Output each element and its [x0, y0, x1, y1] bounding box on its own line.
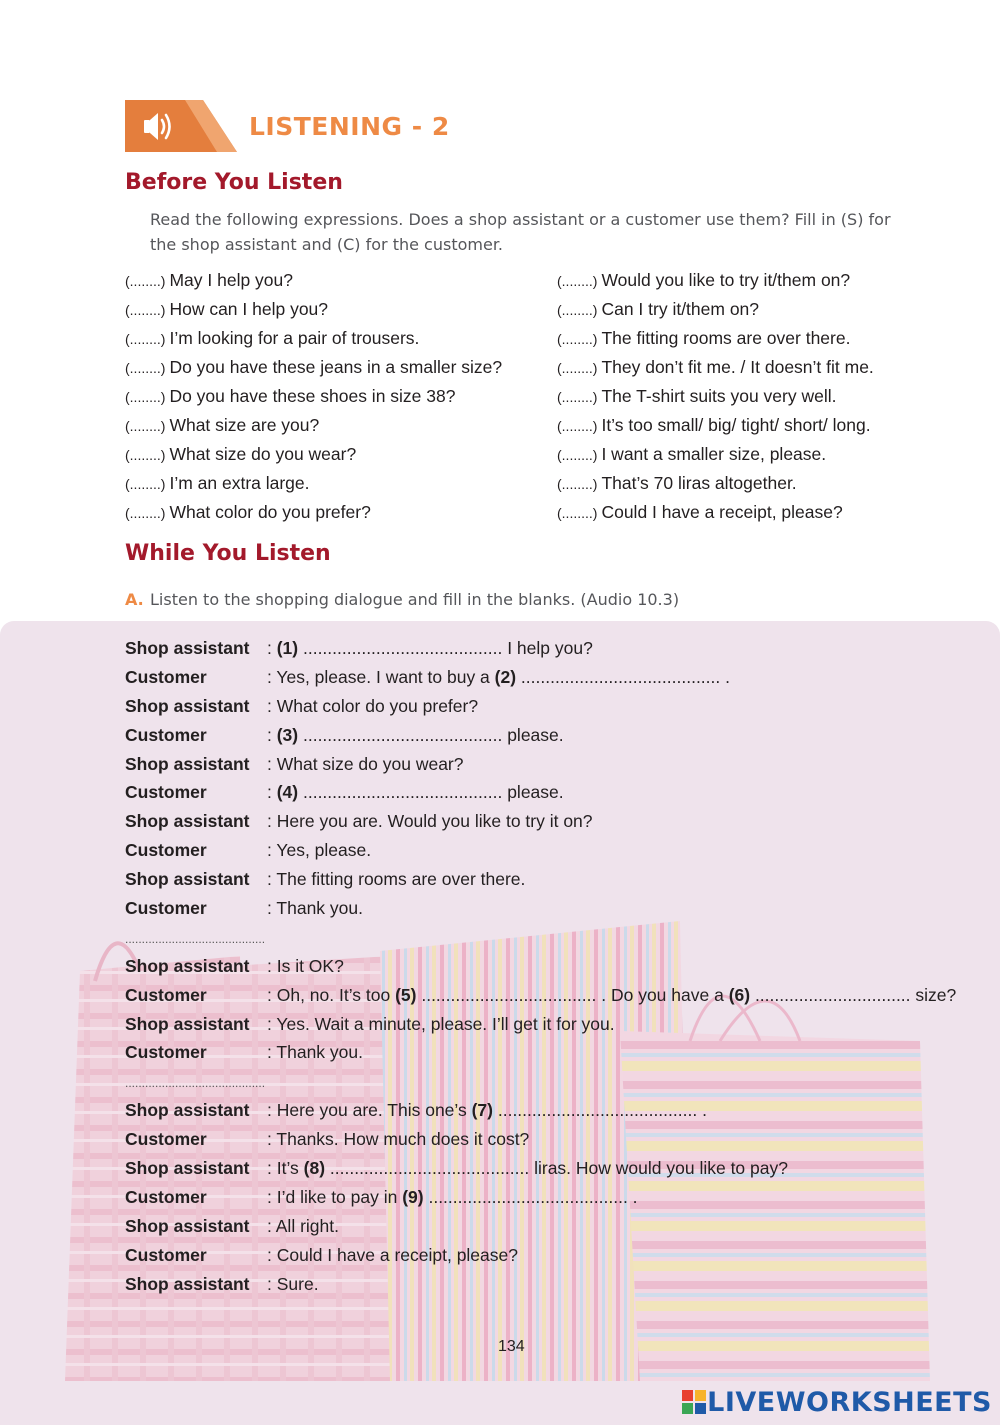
expression-text: What size do you wear? — [169, 444, 357, 464]
speech-text[interactable]: : Sure. — [267, 1273, 319, 1294]
page-number: 134 — [498, 1338, 525, 1355]
speech-text[interactable]: : It’s (8) ......................................... liras. How would you like to pay? — [267, 1158, 788, 1179]
speaker-label: Customer — [125, 1244, 207, 1265]
expression-text: I’m looking for a pair of trousers. — [169, 328, 420, 348]
expression-item — [557, 384, 874, 413]
expression-text: I’m an extra large. — [169, 473, 310, 493]
speech-text[interactable]: : What color do you prefer? — [267, 695, 479, 716]
speaker-label: Customer — [125, 782, 207, 803]
speaker-label: Shop assistant — [125, 1013, 250, 1034]
answer-blank[interactable]: (........) — [125, 360, 166, 376]
speech-text[interactable]: : Thank you. — [267, 1042, 363, 1063]
answer-blank[interactable]: (........) — [125, 447, 166, 463]
expression-item — [125, 326, 502, 355]
expression-text: Could I have a receipt, please? — [601, 502, 843, 522]
speaker-label: Customer — [125, 724, 207, 745]
page-title: LISTENING - 2 — [249, 112, 450, 141]
speaker-label: Customer — [125, 840, 207, 861]
expression-item — [557, 471, 874, 500]
answer-blank[interactable]: (........) — [125, 389, 166, 405]
before-you-listen-heading: Before You Listen — [125, 170, 343, 195]
answer-blank[interactable]: (........) — [557, 331, 598, 347]
answer-blank[interactable]: (........) — [125, 476, 166, 492]
expression-item — [125, 384, 502, 413]
speaker-label: Shop assistant — [125, 1215, 250, 1236]
expressions-right-column — [557, 268, 874, 529]
expression-text: They don’t fit me. / It doesn’t fit me. — [601, 357, 874, 377]
answer-blank[interactable]: (........) — [557, 389, 598, 405]
expression-text: May I help you? — [169, 270, 293, 290]
speaker-label: Shop assistant — [125, 1273, 250, 1294]
speaker-label: Customer — [125, 1042, 207, 1063]
speech-text[interactable]: : Is it OK? — [267, 955, 344, 976]
speech-text[interactable]: : The fitting rooms are over there. — [267, 869, 526, 890]
expression-text: Would you like to try it/them on? — [601, 270, 851, 290]
speech-text[interactable]: : Yes. Wait a minute, please. I’ll get it for you. — [267, 1013, 615, 1034]
speech-text[interactable]: : Yes, please. — [267, 840, 372, 861]
expression-text: What color do you prefer? — [169, 502, 371, 522]
separator-dots: .......................................... — [125, 931, 266, 946]
expression-text: How can I help you? — [169, 299, 329, 319]
expression-text: Do you have these jeans in a smaller size? — [169, 357, 503, 377]
expression-item — [557, 442, 874, 471]
expression-item — [557, 355, 874, 384]
speaker-label: Customer — [125, 666, 207, 687]
expression-item — [125, 268, 502, 297]
answer-blank[interactable]: (........) — [125, 418, 166, 434]
expression-item — [125, 297, 502, 326]
speech-text[interactable]: : What size do you wear? — [267, 753, 464, 774]
before-instruction: Read the following expressions. Does a shop assistant or a customer use them? Fill in (S) for the shop assistant and (C) for the customer. — [150, 210, 891, 254]
speech-text[interactable]: : Thank you. — [267, 898, 363, 919]
speaker-label: Shop assistant — [125, 869, 250, 890]
speaker-label: Customer — [125, 1129, 207, 1150]
expression-item — [125, 500, 502, 529]
expression-item — [125, 442, 502, 471]
expression-item — [557, 297, 874, 326]
answer-blank[interactable]: (........) — [557, 418, 598, 434]
expression-item — [125, 355, 502, 384]
expression-item — [125, 471, 502, 500]
expression-text: The T-shirt suits you very well. — [601, 386, 837, 406]
expression-text: I want a smaller size, please. — [601, 444, 827, 464]
speech-text[interactable]: : Thanks. How much does it cost? — [267, 1129, 530, 1150]
answer-blank[interactable]: (........) — [557, 447, 598, 463]
separator-dots: .......................................... — [125, 1076, 266, 1091]
speech-text[interactable]: : (1) ......................................... I help you? — [267, 638, 593, 658]
expression-item — [557, 268, 874, 297]
brand-logo[interactable] — [681, 1387, 992, 1417]
speech-text[interactable]: : Oh, no. It’s too (5) .................................... . Do you have a (6) ................................ size? — [267, 984, 957, 1005]
expressions-left-column — [125, 268, 502, 529]
expression-text: That’s 70 liras altogether. — [601, 473, 797, 493]
while-instruction — [125, 587, 920, 612]
expression-text: Do you have these shoes in size 38? — [169, 386, 456, 406]
answer-blank[interactable]: (........) — [125, 331, 166, 347]
brand-name: LIVEWORKSHEETS — [707, 1386, 992, 1418]
answer-blank[interactable]: (........) — [125, 302, 166, 318]
answer-blank[interactable]: (........) — [557, 360, 598, 376]
answer-blank[interactable]: (........) — [125, 273, 166, 289]
speech-text[interactable]: : Yes, please. I want to buy a (2) ......................................... . — [267, 666, 730, 687]
speaker-label: Shop assistant — [125, 1100, 250, 1121]
speech-text[interactable]: : I’d like to pay in (9) ......................................... . — [267, 1186, 638, 1207]
answer-blank[interactable]: (........) — [557, 476, 598, 492]
answer-blank[interactable]: (........) — [125, 505, 166, 521]
expression-text: Can I try it/them on? — [601, 299, 760, 319]
speech-text[interactable]: : All right. — [267, 1215, 339, 1236]
listening-tab-icon — [125, 100, 237, 152]
expression-item — [557, 413, 874, 442]
expression-item — [557, 500, 874, 529]
answer-blank[interactable]: (........) — [557, 302, 598, 318]
task-letter: A. — [125, 590, 144, 609]
while-you-listen-heading: While You Listen — [125, 541, 331, 566]
answer-blank[interactable]: (........) — [557, 505, 598, 521]
speaker-label: Shop assistant — [125, 1158, 250, 1179]
speech-text[interactable]: : Here you are. This one’s (7) ......................................... . — [267, 1100, 707, 1121]
speaker-label: Shop assistant — [125, 638, 250, 658]
speaker-label: Customer — [125, 1186, 207, 1207]
speaker-label: Shop assistant — [125, 955, 250, 976]
speech-text[interactable]: : (4) ......................................... please. — [267, 782, 564, 803]
expression-item — [125, 413, 502, 442]
speaker-label: Customer — [125, 898, 207, 919]
expression-item — [557, 326, 874, 355]
expression-text: It’s too small/ big/ tight/ short/ long. — [601, 415, 871, 435]
speech-text[interactable]: : (3) ......................................... please. — [267, 724, 564, 745]
speech-text[interactable]: : Could I have a receipt, please? — [267, 1244, 518, 1265]
expression-text: The fitting rooms are over there. — [601, 328, 851, 348]
task-text: Listen to the shopping dialogue and fill in the blanks. (Audio 10.3) — [150, 590, 680, 609]
liveworksheets-logo-icon — [681, 1389, 707, 1415]
expression-text: What size are you? — [169, 415, 320, 435]
speaker-label: Customer — [125, 984, 207, 1005]
speaker-label: Shop assistant — [125, 695, 250, 716]
answer-blank[interactable]: (........) — [557, 273, 598, 289]
speaker-label: Shop assistant — [125, 811, 250, 832]
speech-text[interactable]: : Here you are. Would you like to try it on? — [267, 811, 593, 832]
speaker-label: Shop assistant — [125, 753, 250, 774]
